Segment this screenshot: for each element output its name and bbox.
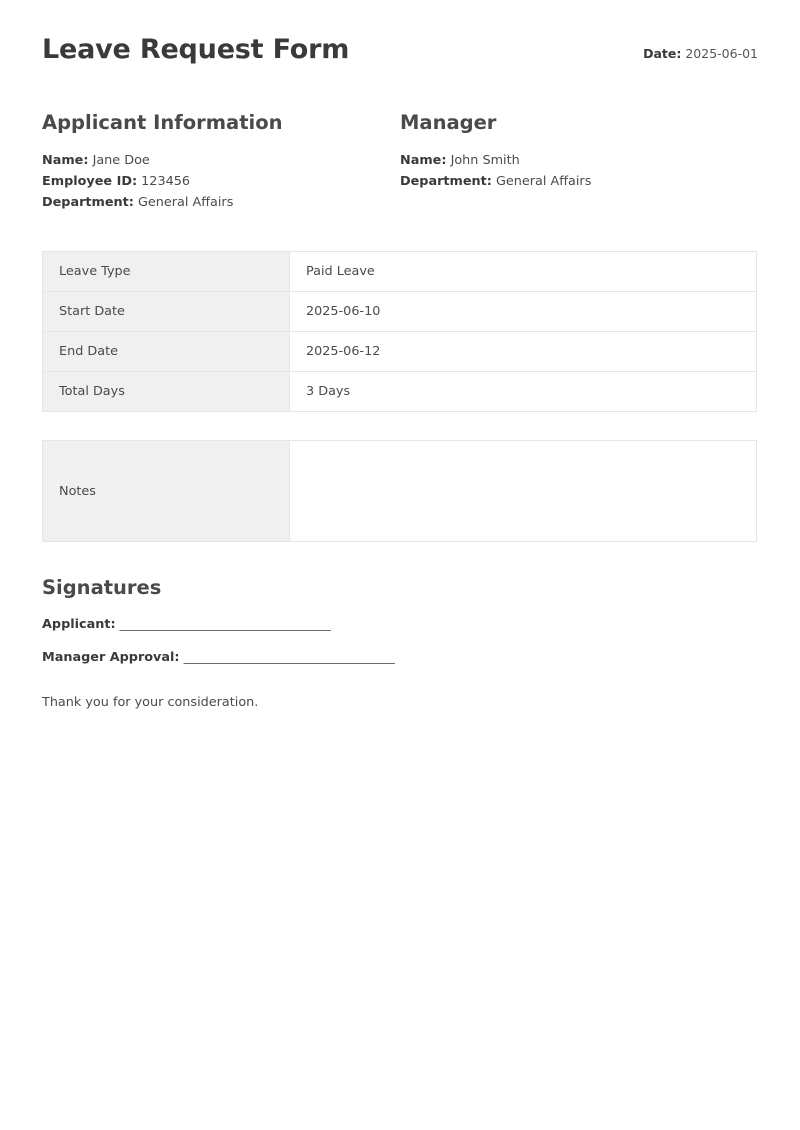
applicant-employee-id-label: Employee ID: [42, 174, 138, 189]
total-days-value: 3 Days [290, 372, 757, 412]
applicant-name-value: Jane Doe [92, 153, 150, 168]
manager-name-value: John Smith [450, 153, 520, 168]
applicant-name-label: Name: [42, 153, 89, 168]
manager-department-value: General Affairs [495, 174, 592, 189]
document-date [643, 46, 758, 61]
applicant-information-block [42, 111, 400, 213]
applicant-signature-line[interactable]: _________________________________ [119, 617, 331, 632]
document-header [42, 34, 758, 65]
manager-signature-row [42, 650, 758, 665]
table-row [43, 292, 757, 332]
applicant-department-value: General Affairs [137, 195, 234, 210]
applicant-field-department [42, 192, 400, 213]
applicant-signature-label: Applicant: [42, 617, 116, 632]
leave-type-value: Paid Leave [290, 252, 757, 292]
table-row [43, 372, 757, 412]
manager-heading: Manager [400, 111, 497, 134]
manager-signature-line[interactable]: _________________________________ [183, 650, 395, 665]
table-row [43, 252, 757, 292]
end-date-value: 2025-06-12 [290, 332, 757, 372]
info-columns [42, 111, 758, 213]
notes-value[interactable] [290, 441, 757, 542]
start-date-value: 2025-06-10 [290, 292, 757, 332]
applicant-department-label: Department: [42, 195, 134, 210]
manager-signature-label: Manager Approval: [42, 650, 180, 665]
applicant-signature-row [42, 617, 758, 632]
applicant-field-name [42, 150, 400, 171]
applicant-employee-id-value: 123456 [141, 174, 191, 189]
applicant-field-employee-id [42, 171, 400, 192]
leave-details-table [42, 251, 757, 412]
notes-label: Notes [43, 441, 290, 542]
end-date-label: End Date [43, 332, 290, 372]
manager-block [400, 111, 758, 213]
total-days-label: Total Days [43, 372, 290, 412]
table-row [43, 332, 757, 372]
notes-table [42, 440, 757, 542]
leave-type-label: Leave Type [43, 252, 290, 292]
manager-field-department [400, 171, 758, 192]
manager-department-label: Department: [400, 174, 492, 189]
signatures-heading: Signatures [42, 576, 162, 599]
manager-name-label: Name: [400, 153, 447, 168]
document-date-label: Date: [643, 46, 682, 61]
table-row [43, 441, 757, 542]
page-title: Leave Request Form [42, 34, 350, 65]
closing-text: Thank you for your consideration. [42, 695, 259, 710]
start-date-label: Start Date [43, 292, 290, 332]
manager-field-name [400, 150, 758, 171]
document-date-value: 2025-06-01 [685, 46, 758, 61]
applicant-information-heading: Applicant Information [42, 111, 283, 134]
